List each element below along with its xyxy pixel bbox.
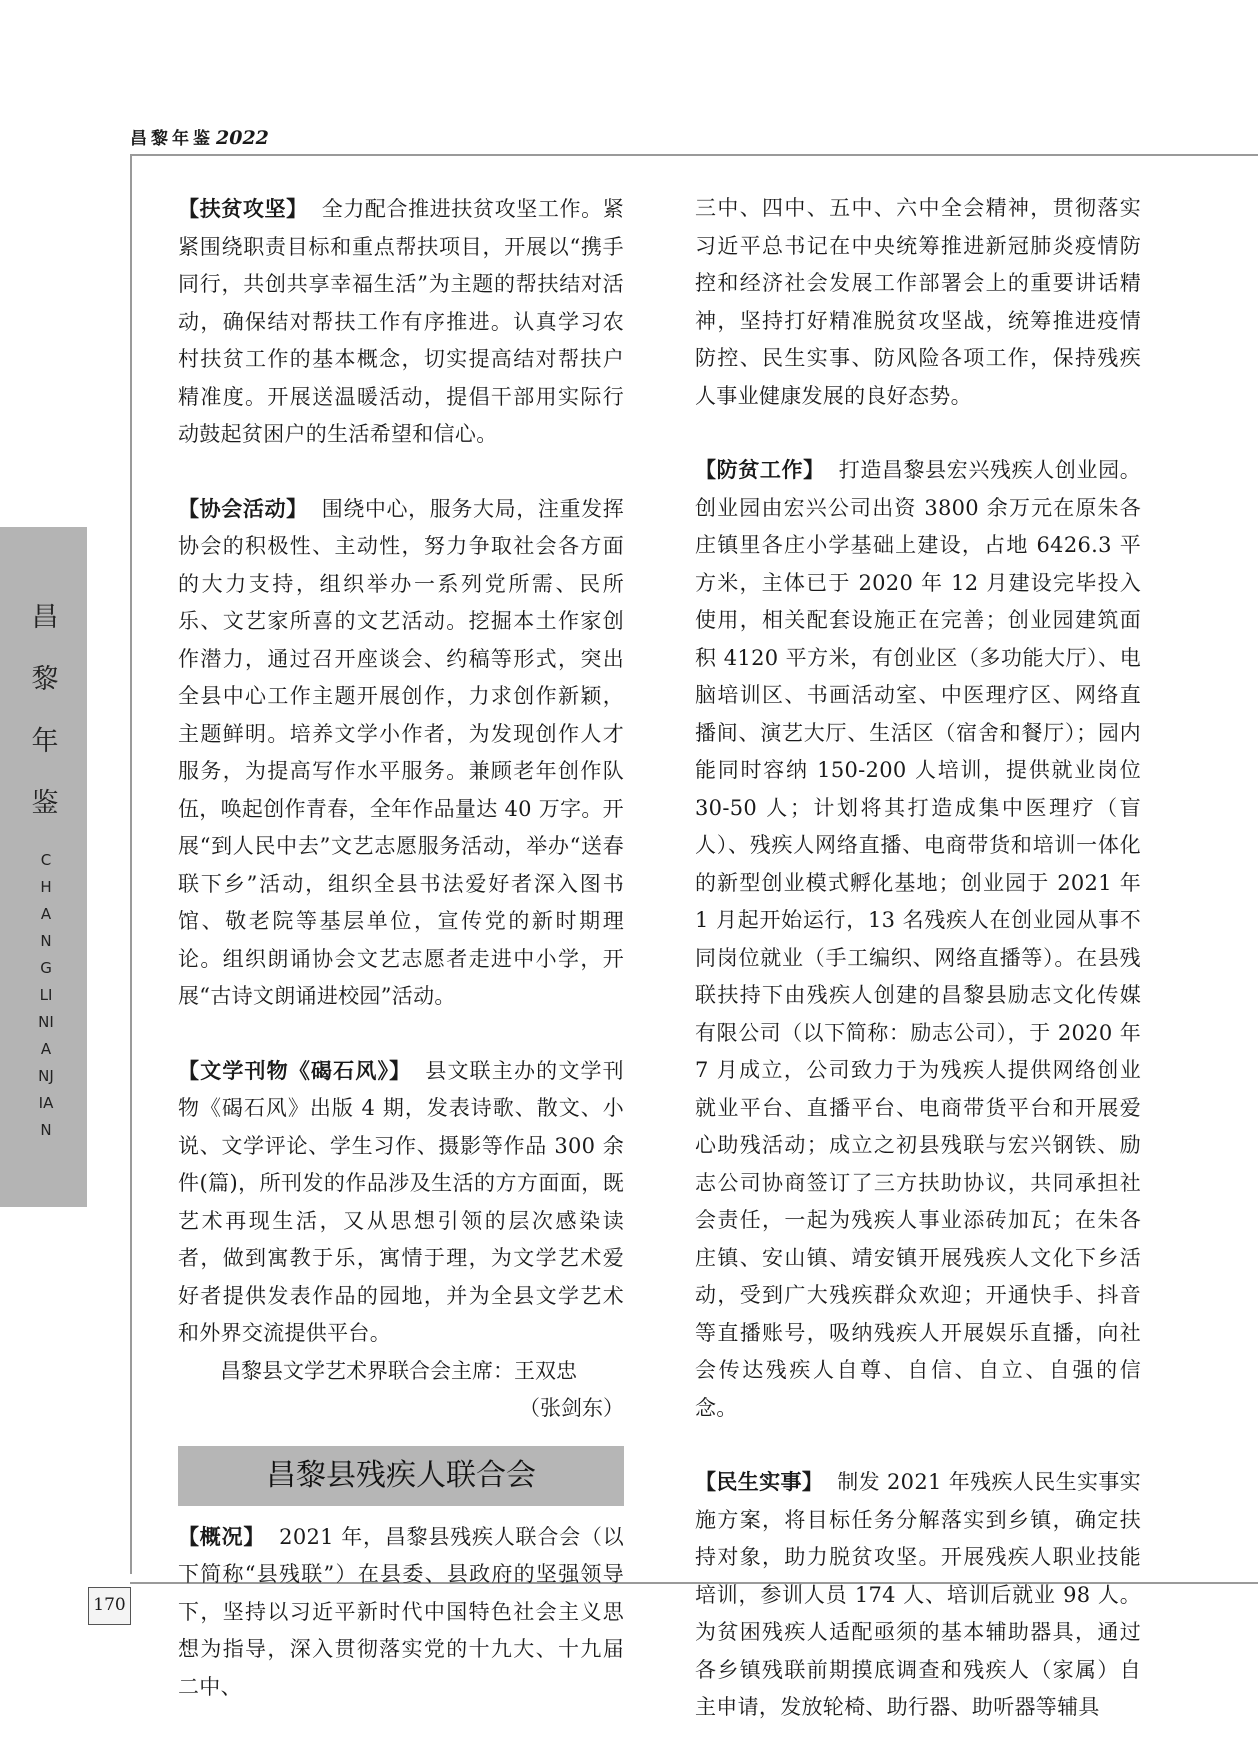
right-column: [695, 190, 1141, 1727]
paragraph-heading: 【民生实事】: [695, 1469, 824, 1494]
paragraph-heading: 【防贫工作】: [695, 457, 825, 482]
header-book-title: 昌黎年鉴: [130, 129, 214, 149]
side-char: 年: [31, 726, 59, 757]
left-column: [178, 190, 624, 1706]
paragraph-heading: 【扶贫攻坚】: [178, 196, 308, 221]
paragraph-association-activities: [178, 490, 624, 1016]
paragraph-poverty-prevention: [695, 451, 1141, 1427]
frame-top-rule: [130, 154, 1258, 156]
paragraph-heading: 【协会活动】: [178, 495, 308, 521]
side-thumb-tab: [0, 527, 87, 1207]
paragraph-heading: 【概况】: [178, 1523, 266, 1549]
signature-line: 昌黎县文学艺术界联合会主席：王双忠: [220, 1358, 577, 1383]
side-char: 昌: [31, 602, 59, 633]
header-year: 2022: [216, 127, 269, 149]
paragraph-body: 制发 2021 年残疾人民生实事实施方案，将目标任务分解落实到乡镇，确定扶持对象，助力脱贫攻坚。开展残疾人职业技能培训，参训人员 174 人、培训后就业 98 人。为贫困残疾人适配亟须的基本辅助器具，通过各乡镇残联前期摸底调查和残疾人（家属）自主申请，发放轮椅、助行器、助听器等辅具: [695, 1470, 1141, 1719]
paragraph-body: 打造昌黎县宏兴残疾人创业园。创业园由宏兴公司出资 3800 余万元在原朱各庄镇里各庄小学基础上建设，占地 6426.3 平方米，主体已于 2020 年 12 月建设完毕投入使用，相关配套设施正在完善；创业园建筑面积 4120 平方米，有创业区（多功能大厅）、电脑培训区、书画活动室、中医理疗区、网络直播间、演艺大厅、生活区（宿舍和餐厅）；园内能同时容纳 150-200 人培训，提供就业岗位 30-50 人；计划将其打造成集中医理疗（盲人）、残疾人网络直播、电商带货和培训一体化的新型创业模式孵化基地；创业园于 2021 年 1 月起开始运行，13 名残疾人在创业园从事不同岗位就业（手工编织、网络直播等）。在县残联扶持下由残疾人创建的昌黎县励志文化传媒有限公司（以下简称：励志公司），于 2020 年 7 月成立，公司致力于为残疾人提供网络创业就业平台、直播平台、电商带货平台和开展爱心助残活动；成立之初县残联与宏兴钢铁、励志公司协商签订了三方扶助协议，共同承担社会责任，一起为残疾人事业添砖加瓦；在朱各庄镇、安山镇、靖安镇开展残疾人文化下乡活动，受到广大残疾群众欢迎；开通快手、抖音等直播账号，吸纳残疾人开展娱乐直播，向社会传达残疾人自尊、自信、自立、自强的信念。: [695, 458, 1141, 1420]
side-tab-pinyin: CHANGLINIANJIAN: [38, 851, 54, 1139]
paragraph-body: 县文联主办的文学刊物《碣石风》出版 4 期，发表诗歌、散文、小说、文学评论、学生习作、摄影等作品 300 余件(篇)，所刊发的作品涉及生活的方方面面，既艺术再现生活，又从思想引领的层次感染读者，做到寓教于乐，寓情于理，为文学艺术爱好者提供发表作品的园地，并为全县文学艺术和外界交流提供平台。: [178, 1058, 624, 1345]
paragraph-overview-continued: 三中、四中、五中、六中全会精神，贯彻落实习近平总书记在中央统筹推进新冠肺炎疫情防控和经济社会发展工作部署会上的重要讲话精神，坚持打好精准脱贫攻坚战，统筹推进疫情防控、民生实事、防风险各项工作，保持残疾人事业健康发展的良好态势。: [695, 196, 1141, 408]
paragraph-livelihood-projects: [695, 1463, 1141, 1727]
paragraph-heading: 【文学刊物《碣石风》】: [178, 1057, 412, 1083]
paragraph-overview: [178, 1518, 624, 1707]
section-title: 昌黎县残疾人联合会: [178, 1446, 624, 1506]
side-tab-chinese: [28, 587, 62, 835]
running-header: [130, 124, 269, 149]
paragraph-body: 围绕中心，服务大局，注重发挥协会的积极性、主动性，努力争取社会各方面的大力支持，组织举办一系列党所需、民所乐、文艺家所喜的文艺活动。挖掘本土作家创作潜力，通过召开座谈会、约稿等形式，突出全县中心工作主题开展创作，力求创作新颖，主题鲜明。培养文学小作者，为发现创作人才服务，为提高写作水平服务。兼顾老年创作队伍，唤起创作青春，全年作品量达 40 万字。开展“到人民中去”文艺志愿服务活动，举办“送春联下乡”活动，组织全县书法爱好者深入图书馆、敬老院等基层单位，宣传党的新时期理论。组织朗诵协会文艺志愿者走进中小学，开展“古诗文朗诵进校园”活动。: [178, 496, 624, 1008]
paragraph-body: 全力配合推进扶贫攻坚工作。紧紧围绕职责目标和重点帮扶项目，开展以“携手同行，共创共享幸福生活”为主题的帮扶结对活动，确保结对帮扶工作有序推进。认真学习农村扶贫工作的基本概念，切实提高结对帮扶户精准度。开展送温暖活动，提倡干部用实际行动鼓起贫困户的生活希望和信心。: [178, 197, 624, 446]
paragraph-literary-journal: [178, 1052, 624, 1353]
side-char: 黎: [31, 664, 59, 695]
paragraph-poverty-alleviation: [178, 190, 624, 454]
frame-left-rule: [130, 154, 132, 1574]
author-credit: （张剑东）: [519, 1396, 624, 1420]
side-char: 鉴: [31, 788, 59, 819]
paragraph-body: 2021 年，昌黎县残疾人联合会（以下简称“县残联”）在县委、县政府的坚强领导下，坚持以习近平新时代中国特色社会主义思想为指导，深入贯彻落实党的十九大、十九届二中、: [178, 1524, 624, 1699]
page-number: 170: [88, 1587, 131, 1625]
